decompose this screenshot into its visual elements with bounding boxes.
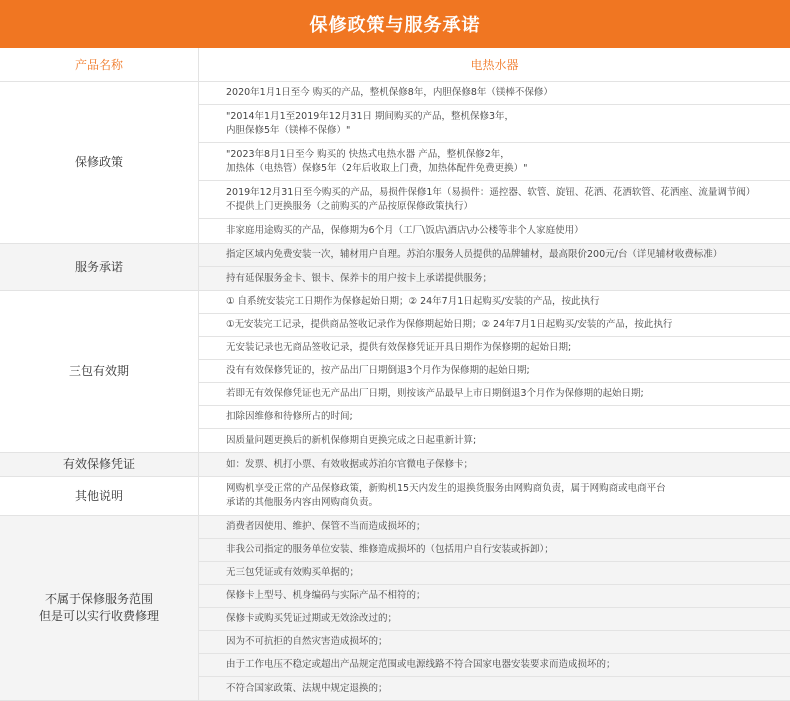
table-row: 无安装记录也无商品签收记录，提供有效保修凭证开具日期作为保修期的起始日期;	[199, 337, 790, 360]
table-row: 保修卡上型号、机身编码与实际产品不相符的；	[199, 585, 790, 608]
page-title: 保修政策与服务承诺	[0, 0, 790, 48]
table-row: 网购机享受正常的产品保修政策，新购机15天内发生的退换货服务由网购商负责，属于网购商或电商平台 承诺的其他服务内容由网购商负责。	[226, 483, 666, 508]
table-row: 若即无有效保修凭证也无产品出厂日期，则按该产品最早上市日期倒退3个月作为保修期的起始日期;	[199, 383, 790, 406]
table-row: 不符合国家政策、法规中规定退换的；	[226, 682, 388, 694]
table-row: 因质量问题更换后的新机保修期自更换完成之日起重新计算;	[226, 434, 477, 446]
table-header	[0, 48, 790, 82]
table-row: 指定区域内免费安装一次，辅材用户自理。苏泊尔服务人员提供的品牌辅材，最高限价200元/台（详见辅材收费标准）	[199, 244, 790, 267]
table-row: 非家庭用途购买的产品，保修期为6个月（工厂\饭店\酒店\办公楼等非个人家庭使用）	[226, 225, 584, 236]
table-row: 持有延保服务金卡、银卡、保养卡的用户按卡上承诺提供服务；	[226, 272, 493, 284]
table-row: 无三包凭证或有效购买单据的；	[199, 562, 790, 585]
product-name-header: 产品名称	[0, 48, 199, 81]
section-validity-period	[0, 291, 790, 453]
section-service-commitment	[0, 244, 790, 291]
table-row: "2014年1月1至2019年12月31日 期间购买的产品，整机保修3年， 内胆保修5年（镁棒不保修）"	[199, 105, 790, 143]
section-paid-repair-scope	[0, 516, 790, 701]
table-row: 保修卡或购买凭证过期或无效涂改过的；	[199, 608, 790, 631]
table-row: "2023年8月1日至今 购买的 快热式电热水器 产品，整机保修2年， 加热体（电热管）保修5年（2年后收取上门费，加热体配件免费更换）"	[199, 143, 790, 181]
policy-table	[0, 82, 790, 701]
section-label: 服务承诺	[0, 244, 199, 290]
section-label: 三包有效期	[0, 291, 199, 452]
section-other-notes	[0, 477, 790, 516]
table-row: 消费者因使用、维护、保管不当而造成损坏的；	[199, 516, 790, 539]
table-row: 2019年12月31日至今购买的产品，易损件保修1年（易损件：遥控器、软管、旋钮、花洒、花洒软管、花洒座、流量调节阀） 不提供上门更换服务（之前购买的产品按原保修政策执行）	[199, 181, 790, 219]
section-label: 保修政策	[0, 82, 199, 243]
table-row: 如：发票、机打小票、有效收据或苏泊尔官微电子保修卡；	[226, 458, 474, 470]
section-label: 有效保修凭证	[0, 453, 199, 476]
table-row: 非我公司指定的服务单位安装、维修造成损坏的（包括用户自行安装或拆卸）；	[199, 539, 790, 562]
section-label: 不属于保修服务范围 但是可以实行收费修理	[0, 516, 199, 700]
table-row: 因为不可抗拒的自然灾害造成损坏的；	[199, 631, 790, 654]
section-label: 其他说明	[0, 477, 199, 515]
table-row: ①无安装完工记录，提供商品签收记录作为保修期起始日期；② 24年7月1日起购买/安装的产品，按此执行	[199, 314, 790, 337]
section-warranty-policy	[0, 82, 790, 244]
product-type-header: 电热水器	[470, 58, 519, 72]
table-row: 2020年1月1日至今 购买的产品，整机保修8年，内胆保修8年（镁棒不保修）	[199, 82, 790, 105]
table-row: ① 自系统安装完工日期作为保修起始日期；② 24年7月1日起购买/安装的产品，按此执行	[199, 291, 790, 314]
table-row: 扣除因维修和待修所占的时间;	[199, 406, 790, 429]
section-valid-warranty-proof	[0, 453, 790, 477]
table-row: 由于工作电压不稳定或超出产品规定范围或电源线路不符合国家电器安装要求而造成损坏的；	[199, 654, 790, 677]
table-row: 没有有效保修凭证的，按产品出厂日期倒退3个月作为保修期的起始日期;	[199, 360, 790, 383]
